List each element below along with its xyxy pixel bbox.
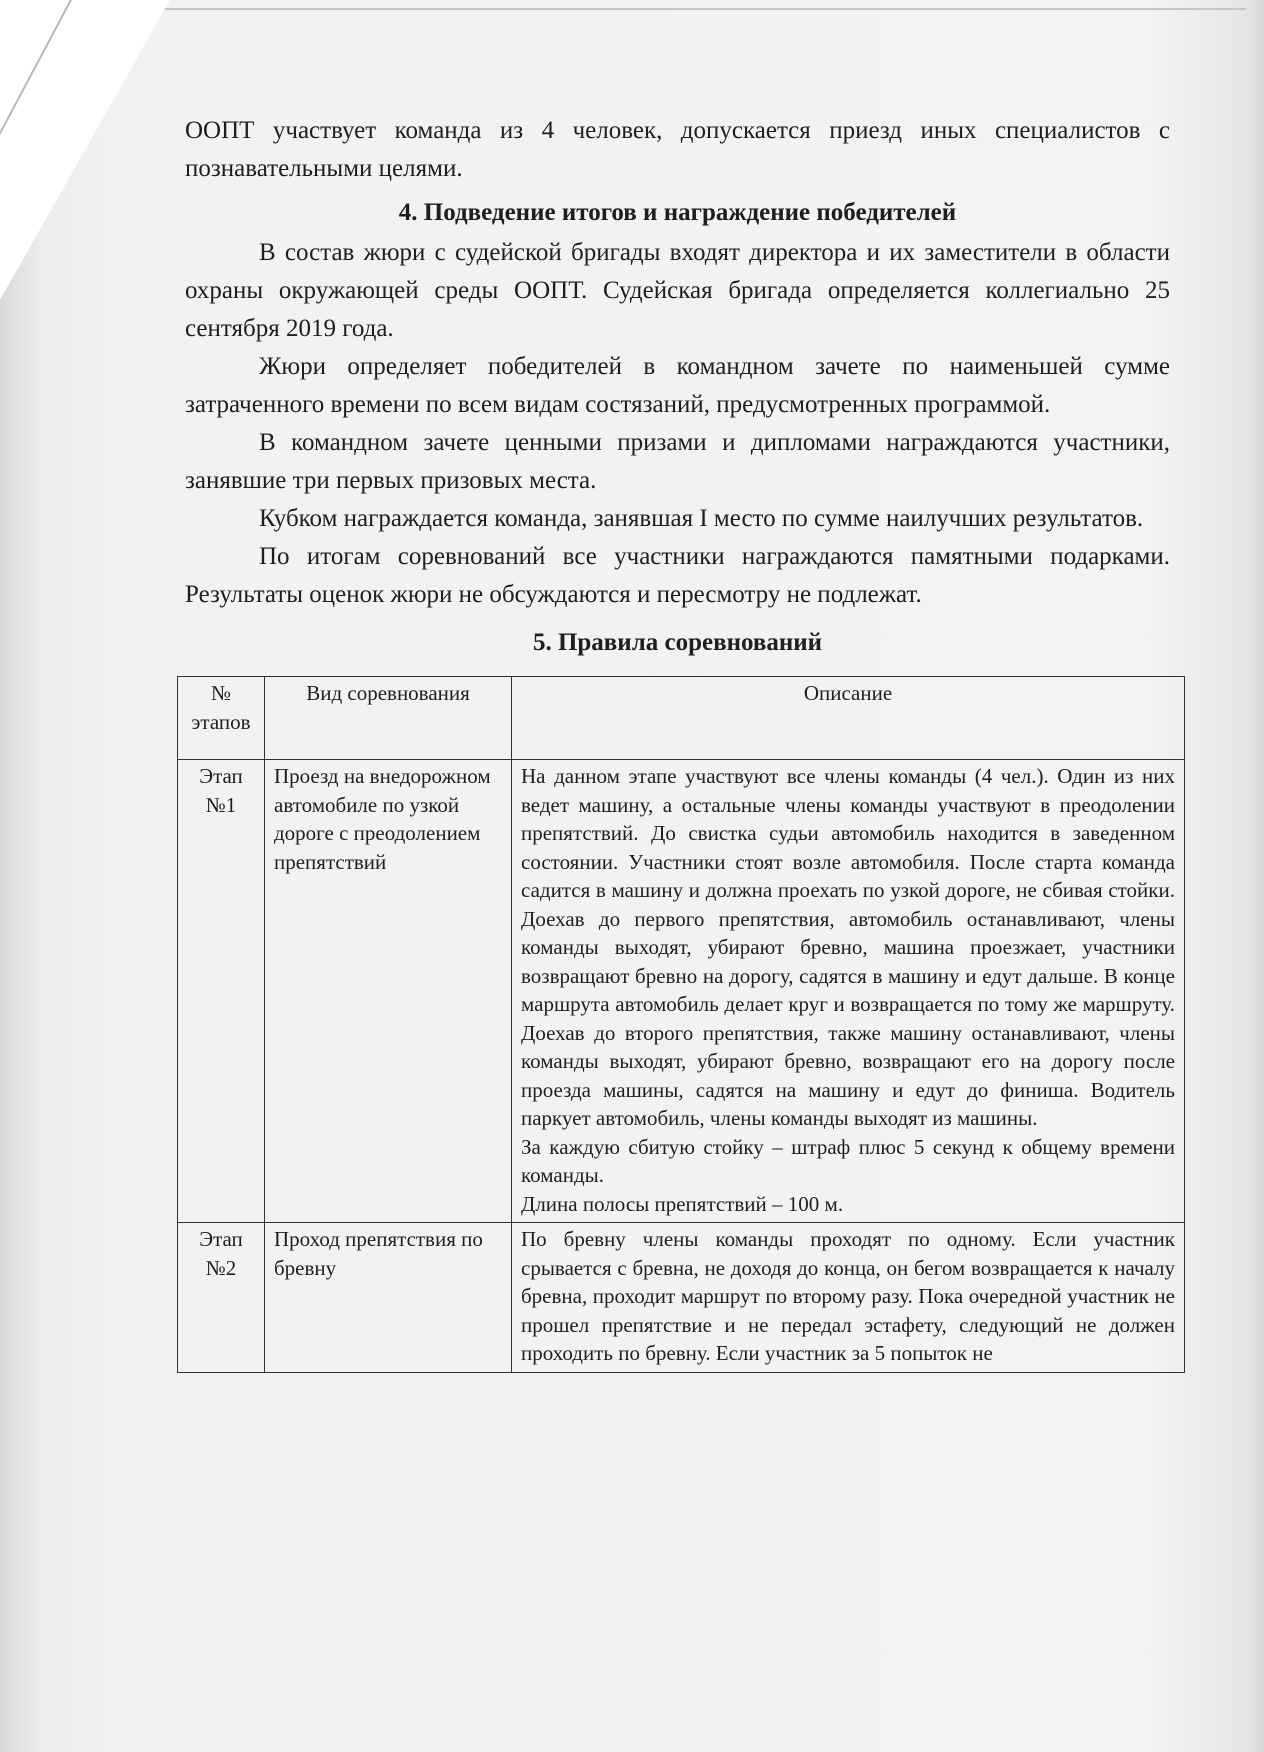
header-description: Описание (512, 677, 1185, 760)
competition-type-cell: Проезд на внедорожном автомобиле по узкой дороге с преодолением препятствий (265, 760, 512, 1223)
table-header-row (178, 677, 1185, 760)
document-body (185, 112, 1175, 1373)
section-4-paragraph: В состав жюри с судейской бригады входят директора и их заместители в области охраны окружающей среды ООПТ. Судейская бригада определяется коллегиально 25 сентября 2019 года. (185, 239, 1170, 342)
section-4-paragraph: По итогам соревнований все участники награждаются памятными подарками. Результаты оценок жюри не обсуждаются и пересмотру не подлежат. (185, 543, 1170, 608)
competition-type-cell: Проход препятствия по бревну (265, 1223, 512, 1373)
table-row (178, 1223, 1185, 1373)
stage-cell: Этап №2 (178, 1223, 265, 1373)
paper-right-edge (1246, 0, 1264, 1752)
section-4-paragraph: В командном зачете ценными призами и дипломами награждаются участники, занявшие три первых призовых места. (185, 429, 1170, 494)
folded-corner (0, 0, 170, 300)
section-4-paragraph: Кубком награждается команда, занявшая I место по сумме наилучших результатов. (259, 505, 1144, 532)
rules-table (177, 676, 1185, 1373)
header-stage-number: № этапов (178, 677, 265, 760)
section-5-heading: 5. Правила соревнований (532, 629, 823, 656)
section-4-paragraph: Жюри определяет победителей в командном зачете по наименьшей сумме затраченного времени по всем видам состязаний, предусмотренных программой. (185, 353, 1170, 418)
section-4-heading: 4. Подведение итогов и награждение победителей (398, 199, 957, 226)
table-row (178, 760, 1185, 1223)
description-cell (512, 760, 1185, 1223)
intro-paragraph: ООПТ участвует команда из 4 человек, допускается приезд иных специалистов с познавательными целями. (185, 117, 1170, 182)
description-text: Длина полосы препятствий – 100 м. (521, 1191, 844, 1216)
header-competition-type: Вид соревнования (265, 677, 512, 760)
description-text: На данном этапе участвуют все члены команды (4 чел.). Один из них ведет машину, а остальные члены команды участвуют в преодолении препятствий. До свистка судьи автомобиль находится в заведенном состоянии. Участники стоят возле автомобиля. После старта команда садится в машину и должна проехать по узкой дороге, не сбивая стойки. Доехав до первого препятствия, автомобиль останавливают, члены команды выходят, убирают бревно, машина проезжает, участники возвращают бревно на дорогу, садятся в машину и едут дальше. В конце маршрута автомобиль делает круг и возвращается по тому же маршруту. Доехав до второго препятствия, также машину останавливают, члены команды выходят, убирают бревно, возвращают его на дорогу после проезда машины, садятся на машину и едут до финиша. Водитель паркует автомобиль, члены команды выходят из машины. (521, 764, 1175, 1130)
description-cell (512, 1223, 1185, 1373)
stage-cell: Этап №1 (178, 760, 265, 1223)
paper-top-edge (160, 8, 1264, 10)
description-text: За каждую сбитую стойку – штраф плюс 5 секунд к общему времени команды. (521, 1134, 1175, 1187)
description-text: По бревну члены команды проходят по одному. Если участник срывается с бревна, не доходя до конца, он бегом возвращается к началу бревна, проходит маршрут по второму разу. Пока очередной участник не прошел препятствие и не передал эстафету, следующий не должен проходить по бревну. Если участник за 5 попыток не (521, 1227, 1175, 1365)
